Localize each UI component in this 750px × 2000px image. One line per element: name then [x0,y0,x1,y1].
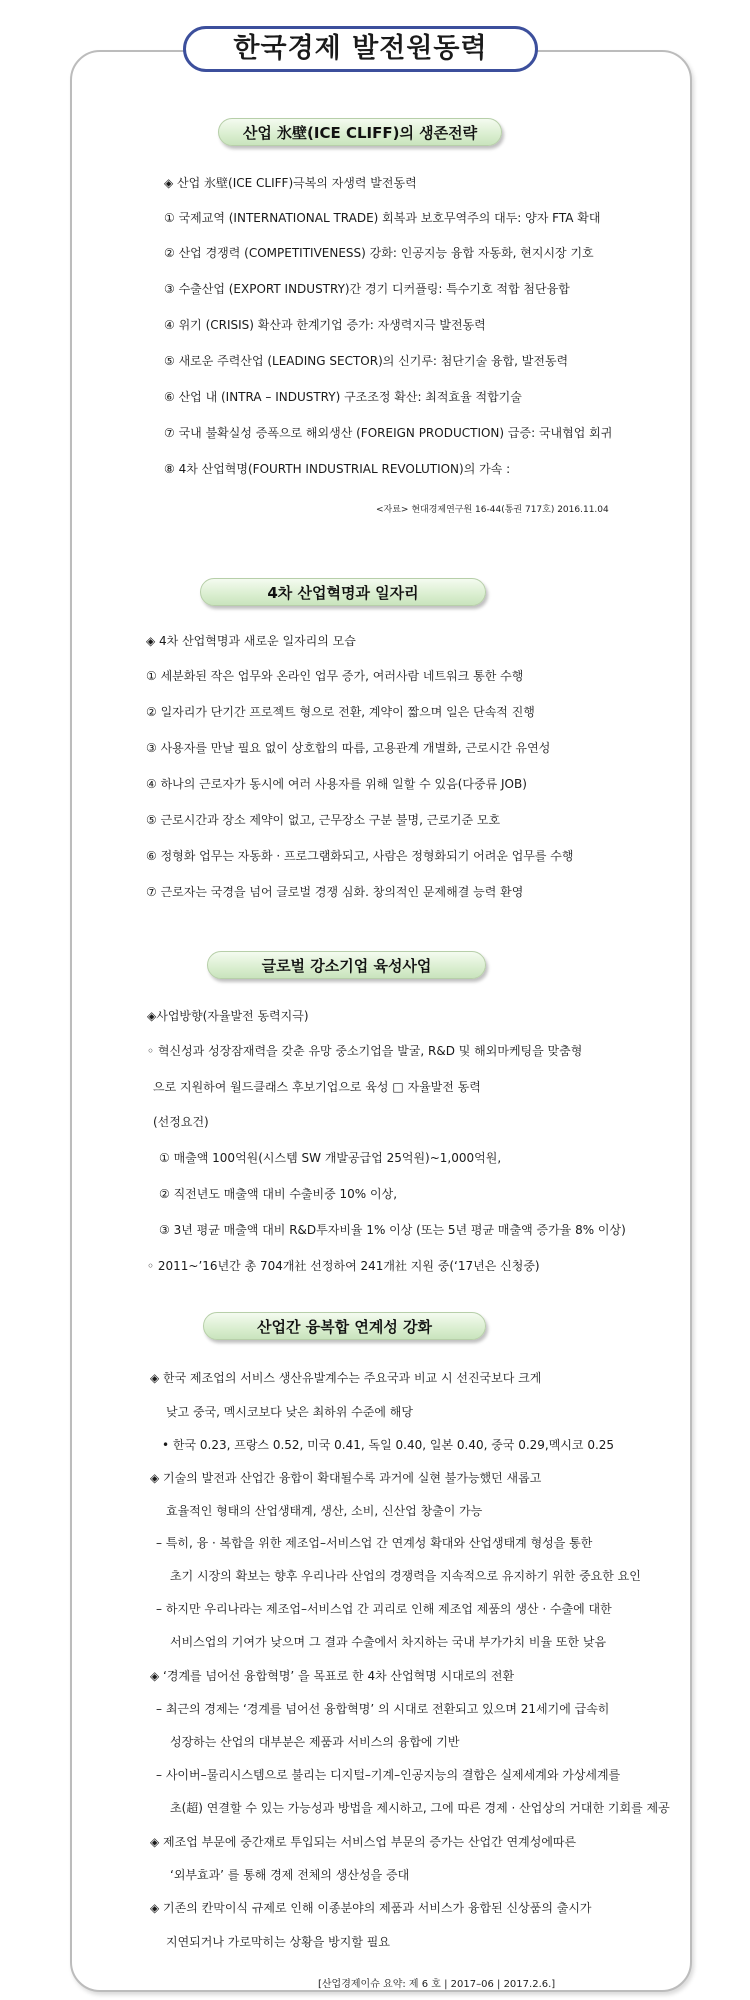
s2-line-1: ① 세분화된 작은 업무와 온라인 업무 증가, 여러사람 네트워크 통한 수행 [146,669,524,683]
s1-line-6: ⑥ 산업 내 (INTRA – INDUSTRY) 구조조정 확산: 최적효율 적합기술 [164,390,522,404]
s4-line-12: – 사이버–물리시스템으로 불리는 디지털–기계–인공지능의 결합은 실제세계와 가상세계를 [156,1768,621,1782]
s4-line-5: – 특히, 융 · 복합을 위한 제조업–서비스업 간 연계성 확대와 산업생태계 형성을 통한 [156,1536,593,1550]
s3-line-0: ◈사업방향(자율발전 동력지극) [147,1009,309,1023]
s2-line-7: ⑦ 근로자는 국경을 넘어 글로벌 경쟁 심화. 창의적인 문제해결 능력 환영 [146,885,524,899]
s2-line-3: ③ 사용자를 만날 필요 없이 상호합의 따름, 고용관계 개별화, 근로시간 유연성 [146,741,551,755]
s1-line-0: ◈ 산업 氷壁(ICE CLIFF)극복의 자생력 발전동력 [164,176,417,190]
section-ice-cliff-heading: 산업 氷壁(ICE CLIFF)의 생존전략 [218,118,502,146]
section-convergence-heading: 산업간 융복합 연계성 강화 [203,1312,486,1340]
page-title: 한국경제 발전원동력 [183,26,538,72]
s3-line-7: ◦ 2011~’16년간 총 704개社 선정하여 241개社 지원 중(‘17년은 신청중) [147,1259,540,1273]
section-global-sme-heading: 글로벌 강소기업 육성사업 [207,951,486,979]
s4-line-13: 초(超) 연결할 수 있는 가능성과 방법을 제시하고, 그에 따른 경제 · 산업상의 거대한 기회를 제공 [170,1801,670,1815]
s3-line-3: (선정요건) [153,1115,209,1129]
s4-line-8: 서비스업의 기여가 낮으며 그 결과 수출에서 차지하는 국내 부가가치 비율 또한 낮음 [170,1635,607,1649]
s4-line-9: ◈ ‘경계를 넘어선 융합혁명’ 을 목표로 한 4차 산업혁명 시대로의 전환 [150,1669,515,1683]
s4-line-17: 지연되거나 가로막히는 상황을 방지할 필요 [166,1935,390,1949]
s3-line-6: ③ 3년 평균 매출액 대비 R&D투자비율 1% 이상 (또는 5년 평균 매출액 증가율 8% 이상) [159,1223,626,1237]
s3-line-4: ① 매출액 100억원(시스템 SW 개발공급업 25억원)~1,000억원, [159,1151,502,1165]
s1-line-2: ② 산업 경쟁력 (COMPETITIVENESS) 강화: 인공지능 융합 자동화, 현지시장 기호 [164,246,594,260]
section-jobs-heading: 4차 산업혁명과 일자리 [200,578,486,606]
s3-line-2: 으로 지원하여 월드클래스 후보기업으로 육성 □ 자율발전 동력 [153,1080,481,1094]
s2-line-6: ⑥ 정형화 업무는 자동화 · 프로그램화되고, 사람은 정형화되기 어려운 업무를 수행 [146,849,574,863]
s4-line-4: 효율적인 형태의 산업생태계, 생산, 소비, 신산업 창출이 가능 [166,1504,483,1518]
s4-line-10: – 최근의 경제는 ‘경계를 넘어선 융합혁명’ 의 시대로 전환되고 있으며 21세기에 급속히 [156,1702,610,1716]
s4-line-16: ◈ 기존의 칸막이식 규제로 인해 이종분야의 제품과 서비스가 융합된 신상품의 출시가 [150,1901,592,1915]
s2-line-2: ② 일자리가 단기간 프로젝트 형으로 전환, 계약이 짧으며 일은 단속적 진행 [146,705,535,719]
s4-line-15: ‘외부효과’ 를 통해 경제 전체의 생산성을 증대 [170,1868,410,1882]
s3-line-1: ◦ 혁신성과 성장잠재력을 갖춘 유망 중소기업을 발굴, R&D 및 해외마케팅을 맞춤형 [147,1044,583,1058]
s4-line-3: ◈ 기술의 발전과 산업간 융합이 확대될수록 과거에 실현 불가능했던 새롭고 [150,1471,542,1485]
s2-line-0: ◈ 4차 산업혁명과 새로운 일자리의 모습 [146,634,356,648]
s3-line-5: ② 직전년도 매출액 대비 수출비중 10% 이상, [159,1187,398,1201]
s4-line-11: 성장하는 산업의 대부분은 제품과 서비스의 융합에 기반 [170,1735,460,1749]
s1-line-1: ① 국제교역 (INTERNATIONAL TRADE) 회복과 보호무역주의 대두: 양자 FTA 확대 [164,211,601,225]
s4-line-2: • 한국 0.23, 프랑스 0.52, 미국 0.41, 독일 0.40, 일본 0.40, 중국 0.29,멕시코 0.25 [162,1438,615,1452]
s4-line-6: 초기 시장의 확보는 향후 우리나라 산업의 경쟁력을 지속적으로 유지하기 위한 중요한 요인 [170,1569,641,1583]
s2-line-5: ⑤ 근로시간과 장소 제약이 없고, 근무장소 구분 불명, 근로기준 모호 [146,813,501,827]
s1-line-5: ⑤ 새로운 주력산업 (LEADING SECTOR)의 신기루: 첨단기술 융합, 발전동력 [164,354,569,368]
s4-line-0: ◈ 한국 제조업의 서비스 생산유발계수는 주요국과 비교 시 선진국보다 크게 [150,1371,542,1385]
s4-line-14: ◈ 제조업 부문에 중간재로 투입되는 서비스업 부문의 증가는 산업간 연계성에따른 [150,1835,577,1849]
s4-line-7: – 하지만 우리나라는 제조업–서비스업 간 괴리로 인해 제조업 제품의 생산 · 수출에 대한 [156,1602,612,1616]
s1-line-3: ③ 수출산업 (EXPORT INDUSTRY)간 경기 디커플링: 특수기호 적합 첨단융합 [164,282,570,296]
footer-citation: [산업경제이슈 요약: 제 6 호 | 2017–06 | 2017.2.6.] [318,1979,556,1990]
s4-line-1: 낮고 중국, 멕시코보다 낮은 최하위 수준에 해당 [166,1405,413,1419]
s1-line-8: ⑧ 4차 산업혁명(FOURTH INDUSTRIAL REVOLUTION)의 가속 : [164,462,511,476]
s1-line-7: ⑦ 국내 불확실성 증폭으로 해외생산 (FOREIGN PRODUCTION) 급증: 국내협업 회귀 [164,426,613,440]
s2-line-4: ④ 하나의 근로자가 동시에 여러 사용자를 위해 일할 수 있음(다중류 JOB) [146,777,527,791]
s1-line-4: ④ 위기 (CRISIS) 확산과 한계기업 증가: 자생력지극 발전동력 [164,318,486,332]
s1-source-note: <자료> 현대경제연구원 16-44(통권 717호) 2016.11.04 [376,505,609,515]
